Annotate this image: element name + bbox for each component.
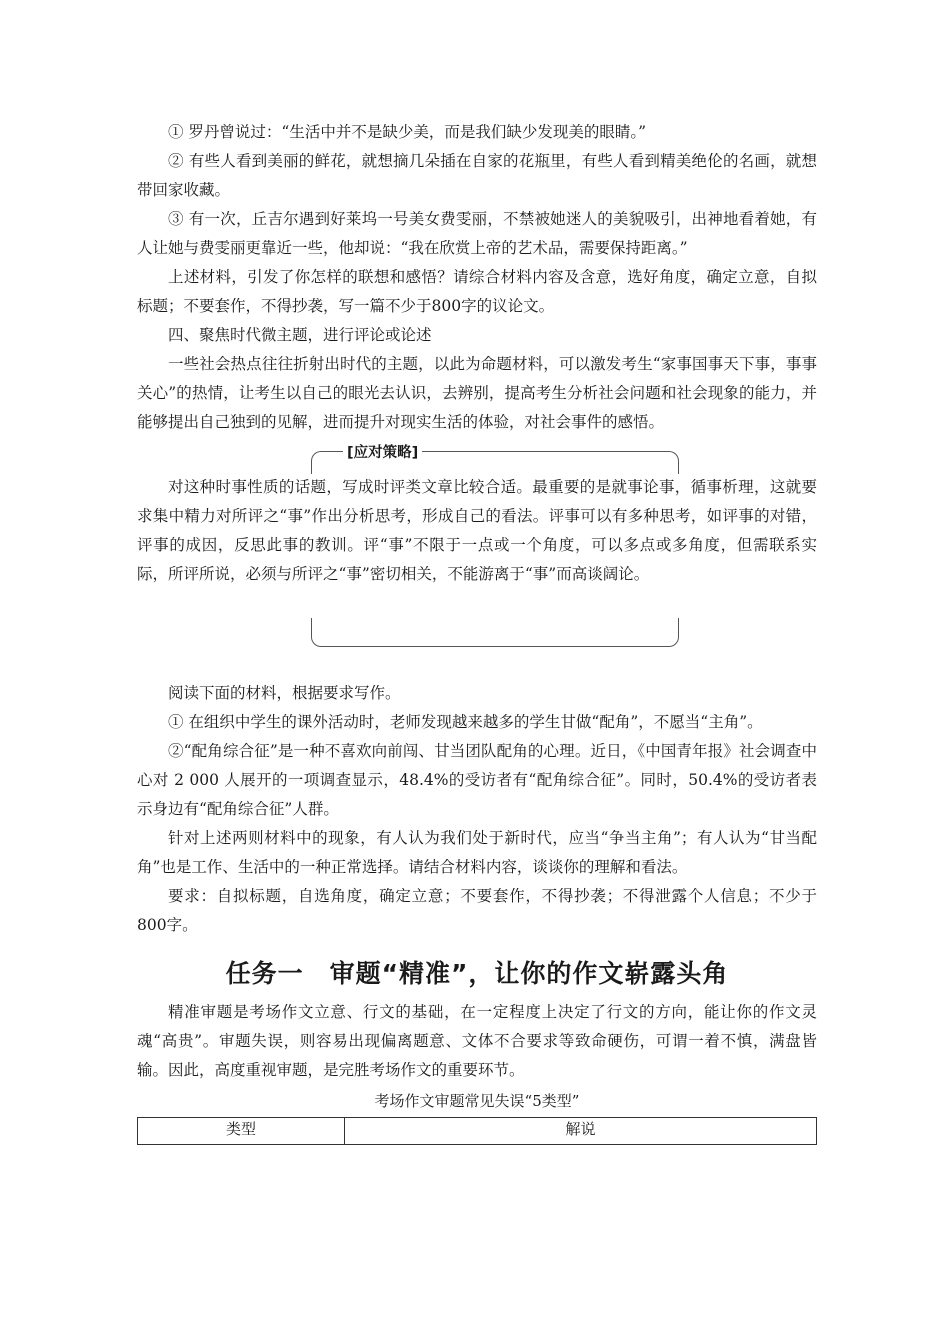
material-item-1: ① 罗丹曾说过：“生活中并不是缺少美，而是我们缺少发现美的眼睛。” [168,123,647,141]
document-page [137,118,817,1145]
exercise-requirement: 要求：自拟标题，自选角度，确定立意；不要套作，不得抄袭；不得泄露个人信息；不少于800字。 [137,887,817,934]
section-intro: 一些社会热点往往折射出时代的主题，以此为命题材料，可以激发考生“家事国事天下事，事事关心”的热情，让考生以自己的眼光去认识，去辨别，提高考生分析社会问题和社会现象的能力，并能够提出自己独到的见解，进而提升对现实生活的体验，对社会事件的感悟。 [137,355,817,431]
strategy-frame-bottom [311,618,679,647]
header-explanation: 解说 [345,1118,817,1145]
table-caption: 考场作文审题常见失误“5类型” [374,1092,580,1110]
exercise-material-1: ① 在组织中学生的课外活动时，老师发现越来越多的学生甘做“配角”，不愿当“主角”。 [168,713,763,731]
task-title: 任务一 审题“精准”，让你的作文崭露头角 [225,959,729,988]
strategy-title: [应对策略] [343,441,422,462]
exercise-instruction: 阅读下面的材料，根据要求写作。 [168,684,401,702]
task-intro: 精准审题是考场作文立意、行文的基础，在一定程度上决定了行文的方向，能让你的作文灵魂“高贵”。审题失误，则容易出现偏离题意、文体不合要求等致命硬伤，可谓一着不慎，满盘皆输。因此，高度重视审题，是完胜考场作文的重要环节。 [137,1003,817,1079]
strategy-body: 对这种时事性质的话题，写成时评类文章比较合适。最重要的是就事论事，循事析理，这就要求集中精力对所评之“事”作出分析思考，形成自己的看法。评事可以有多种思考，如评事的对错，评事的成因，反思此事的教训。评“事”不限于一点或一个角度，可以多点或多角度，但需联系实际，所评所说，必须与所评之“事”密切相关，不能游离于“事”而高谈阔论。 [137,478,817,583]
material-item-3: ③ 有一次，丘吉尔遇到好莱坞一号美女费雯丽，不禁被她迷人的美貌吸引，出神地看着她，有人让她与费雯丽更靠近一些，他却说：“我在欣赏上帝的艺术品，需要保持距离。” [137,210,817,257]
exercise-material-2: ②“配角综合征”是一种不喜欢向前闯、甘当团队配角的心理。近日，《中国青年报》社会调查中心对 2 000 人展开的一项调查显示，48.4%的受访者有“配角综合征”。同时，50.4%的受访者表示身边有“配角综合征”人群。 [137,742,817,818]
exercise-views: 针对上述两则材料中的现象，有人认为我们处于新时代，应当“争当主角”；有人认为“甘当配角”也是工作、生活中的一种正常选择。请结合材料内容，谈谈你的理解和看法。 [137,829,817,876]
header-type: 类型 [138,1118,345,1145]
table-header-row [138,1118,817,1145]
writing-requirement: 上述材料，引发了你怎样的联想和感悟？请综合材料内容及含意，选好角度，确定立意，自拟标题；不要套作，不得抄袭，写一篇不少于800字的议论文。 [137,268,817,315]
material-item-2: ② 有些人看到美丽的鲜花，就想摘几朵插在自家的花瓶里，有些人看到精美绝伦的名画，就想带回家收藏。 [137,152,817,199]
strategy-box [137,445,817,647]
section-heading: 四、聚焦时代微主题，进行评论或论述 [168,326,432,344]
error-types-table [137,1117,817,1145]
